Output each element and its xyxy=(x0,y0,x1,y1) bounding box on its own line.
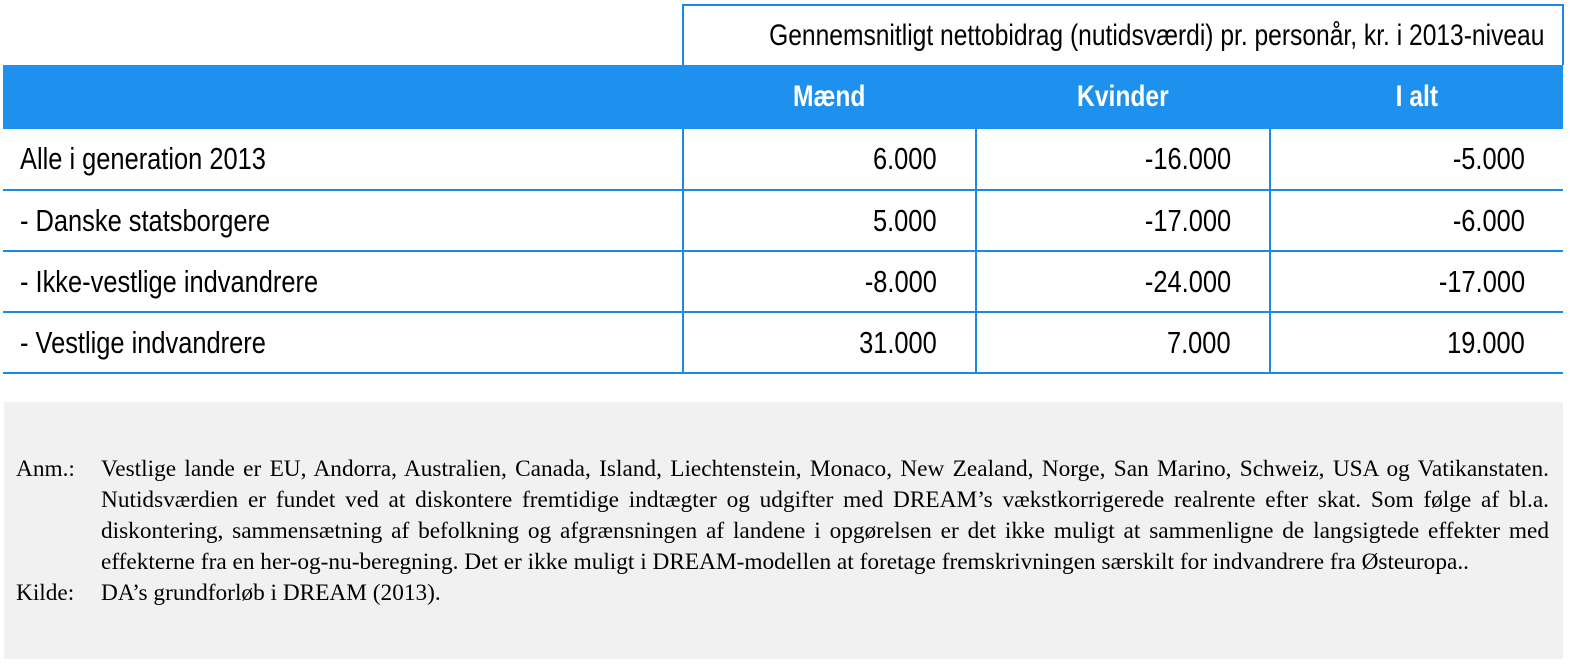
note-kilde-label: Kilde: xyxy=(16,580,75,606)
cell-i-alt: -17.000 xyxy=(1270,251,1563,312)
cell-kvinder: -24.000 xyxy=(976,251,1270,312)
table-row xyxy=(3,129,1563,190)
row-label: - Danske statsborgere xyxy=(3,190,683,251)
row-label: Alle i generation 2013 xyxy=(3,129,683,190)
table-row xyxy=(3,190,1563,251)
note-anm-label: Anm.: xyxy=(16,456,75,482)
cell-maend: 5.000 xyxy=(683,190,976,251)
cell-i-alt: 19.000 xyxy=(1270,312,1563,373)
cell-i-alt: -5.000 xyxy=(1270,129,1563,190)
cell-maend: -8.000 xyxy=(683,251,976,312)
caption-row xyxy=(3,5,1563,65)
cell-kvinder: -17.000 xyxy=(976,190,1270,251)
cell-kvinder: -16.000 xyxy=(976,129,1270,190)
cell-maend: 31.000 xyxy=(683,312,976,373)
note-anm-text: Vestlige lande er EU, Andorra, Australien, Canada, Island, Liechtenstein, Monaco, New Zealand, Norge, San Marino, Schweiz, USA og Vatikanstaten. Nutidsværdien er fundet ved at diskontere fremtidige indtægter og udgifter med DREAM’s vækstkorrigerede realrente efter skat. Som følge af bl.a. diskontering, sammensætning af befolkning og afgrænsningen af landene i opgørelsen er det ikke muligt at sammenligne de langsigtede effekter med effekterne fra en her-og-nu-beregning. Det er ikke muligt i DREAM-modellen at foretage fremskrivningen særskilt for indvandrere fra Østeuropa.. xyxy=(101,456,1549,575)
table-row xyxy=(3,312,1563,373)
row-label: - Vestlige indvandrere xyxy=(3,312,683,373)
note-kilde xyxy=(16,578,1549,609)
notes-box xyxy=(4,402,1563,659)
table-row xyxy=(3,251,1563,312)
column-header-maend: Mænd xyxy=(683,65,976,129)
cell-i-alt: -6.000 xyxy=(1270,190,1563,251)
note-kilde-text: DA’s grundforløb i DREAM (2013). xyxy=(101,580,441,606)
table-caption-text: Gennemsnitligt nettobidrag (nutidsværdi) pr. personår, kr. i 2013-niveau xyxy=(769,18,1545,52)
cell-maend: 6.000 xyxy=(683,129,976,190)
row-label: - Ikke-vestlige indvandrere xyxy=(3,251,683,312)
header-blank xyxy=(3,65,683,129)
column-header-i-alt: I alt xyxy=(1270,65,1563,129)
column-header-kvinder: Kvinder xyxy=(976,65,1270,129)
caption-spacer xyxy=(3,5,683,65)
data-table xyxy=(3,4,1564,374)
header-row xyxy=(3,65,1563,129)
table-caption xyxy=(683,5,1563,65)
note-anm xyxy=(16,454,1549,578)
cell-kvinder: 7.000 xyxy=(976,312,1270,373)
